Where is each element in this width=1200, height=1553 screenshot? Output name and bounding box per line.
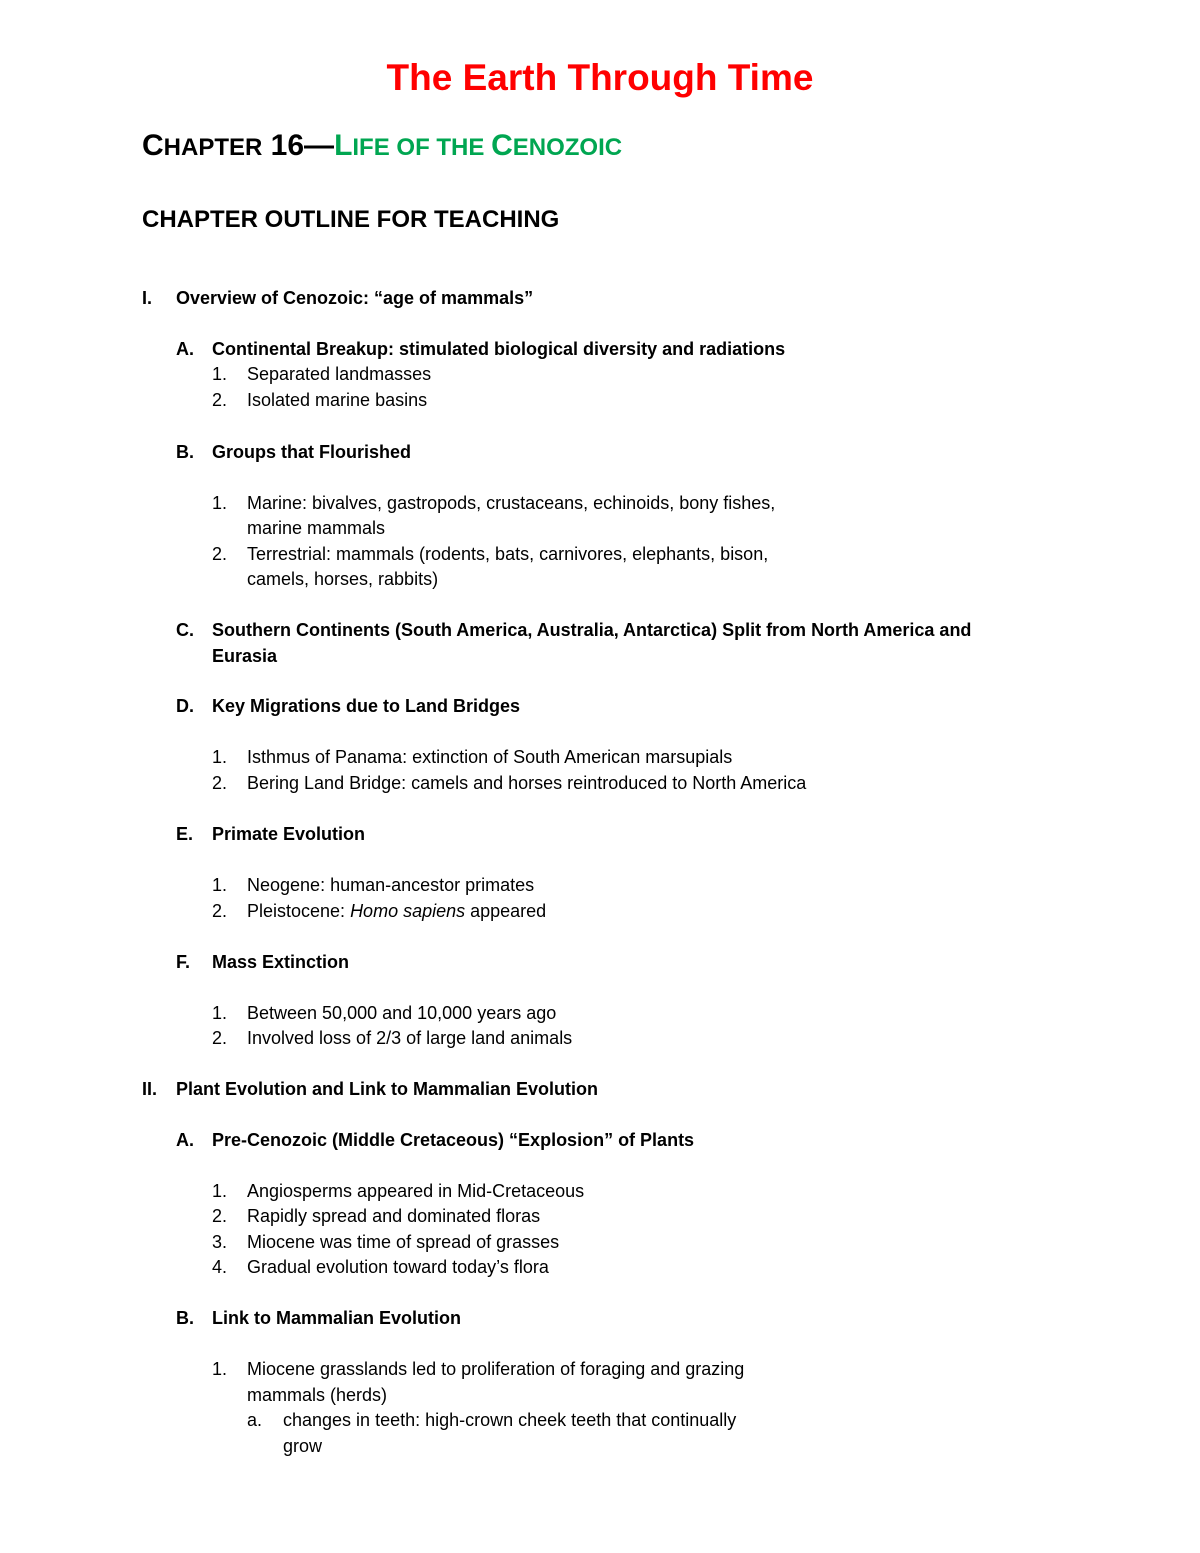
list-number: 1.	[212, 1359, 228, 1379]
list-number: 1.	[212, 1003, 228, 1023]
list-item: Isthmus of Panama: extinction of South American marsupials	[247, 747, 733, 767]
list-item: Isolated marine basins	[247, 390, 428, 410]
subsection-heading: Primate Evolution	[212, 824, 366, 844]
list-item: Angiosperms appeared in Mid-Cretaceous	[247, 1181, 585, 1201]
section-marker: II.	[142, 1079, 158, 1099]
document-title: The Earth Through Time	[386, 57, 814, 98]
subsection-marker: B.	[176, 1308, 194, 1328]
list-number: 4.	[212, 1257, 228, 1277]
sub-list-item: changes in teeth: high-crown cheek teeth that continually	[283, 1410, 737, 1430]
list-number: 2.	[212, 1206, 228, 1226]
chapter-name-rest-2: ENOZOIC	[512, 134, 623, 161]
subsection-heading: Groups that Flourished	[212, 442, 412, 462]
section-heading: Plant Evolution and Link to Mammalian Evolution	[176, 1079, 599, 1099]
list-number: 1.	[212, 875, 228, 895]
list-item-continued: camels, horses, rabbits)	[247, 569, 439, 589]
section-marker: I.	[142, 288, 153, 308]
list-number: 1.	[212, 747, 228, 767]
list-number: 2.	[212, 1028, 228, 1048]
chapter-name-cap-1: L	[334, 129, 353, 162]
subsection-heading: Southern Continents (South America, Australia, Antarctica) Split from North America and	[212, 620, 972, 640]
section-heading: Overview of Cenozoic: “age of mammals”	[176, 288, 534, 308]
list-item: Involved loss of 2/3 of large land animals	[247, 1028, 573, 1048]
list-item: Bering Land Bridge: camels and horses reintroduced to North America	[247, 773, 807, 793]
sub-list-marker: a.	[247, 1410, 263, 1430]
species-name: Homo sapiens	[350, 901, 466, 921]
list-item: Marine: bivalves, gastropods, crustaceans, echinoids, bony fishes,	[247, 493, 776, 513]
subsection-heading: Key Migrations due to Land Bridges	[212, 696, 521, 716]
list-item: Rapidly spread and dominated floras	[247, 1206, 541, 1226]
chapter-heading	[142, 126, 622, 168]
chapter-number: 16—	[262, 129, 335, 162]
list-number: 1.	[212, 1181, 228, 1201]
list-number: 3.	[212, 1232, 228, 1252]
sub-list-item-continued: grow	[283, 1436, 323, 1456]
subsection-heading: Continental Breakup: stimulated biological diversity and radiations	[212, 339, 786, 359]
list-item: Miocene was time of spread of grasses	[247, 1232, 560, 1252]
subsection-heading: Link to Mammalian Evolution	[212, 1308, 462, 1328]
subsection-heading-continued: Eurasia	[212, 646, 278, 666]
list-number: 1.	[212, 364, 228, 384]
list-number: 1.	[212, 493, 228, 513]
subsection-marker: D.	[176, 696, 194, 716]
subsection-heading: Mass Extinction	[212, 952, 350, 972]
list-item	[247, 899, 546, 924]
list-item: Miocene grasslands led to proliferation of foraging and grazing	[247, 1359, 745, 1379]
list-item-text: Pleistocene:	[247, 901, 351, 921]
subsection-marker: C.	[176, 620, 194, 640]
subsection-marker: B.	[176, 442, 194, 462]
list-item: Separated landmasses	[247, 364, 432, 384]
subsection-marker: E.	[176, 824, 194, 844]
subsection-heading: Pre-Cenozoic (Middle Cretaceous) “Explosion” of Plants	[212, 1130, 695, 1150]
subsection-marker: F.	[176, 952, 191, 972]
list-number: 2.	[212, 544, 228, 564]
list-number: 2.	[212, 390, 228, 410]
list-item: Terrestrial: mammals (rodents, bats, carnivores, elephants, bison,	[247, 544, 769, 564]
list-item: Between 50,000 and 10,000 years ago	[247, 1003, 557, 1023]
chapter-prefix-cap: C	[142, 129, 164, 162]
chapter-name-cap-2: C	[491, 129, 513, 162]
list-item-text: appeared	[465, 901, 547, 921]
list-number: 2.	[212, 773, 228, 793]
subsection-marker: A.	[176, 1130, 194, 1150]
list-item: Neogene: human-ancestor primates	[247, 875, 535, 895]
list-number: 2.	[212, 901, 228, 921]
chapter-name	[334, 129, 622, 162]
outline-heading: CHAPTER OUTLINE FOR TEACHING	[142, 206, 560, 233]
list-item-continued: mammals (herds)	[247, 1385, 388, 1405]
chapter-prefix-rest: HAPTER	[163, 134, 263, 161]
list-item-continued: marine mammals	[247, 518, 386, 538]
chapter-name-rest-1: IFE OF THE	[352, 134, 492, 161]
list-item: Gradual evolution toward today’s flora	[247, 1257, 549, 1277]
subsection-marker: A.	[176, 339, 194, 359]
